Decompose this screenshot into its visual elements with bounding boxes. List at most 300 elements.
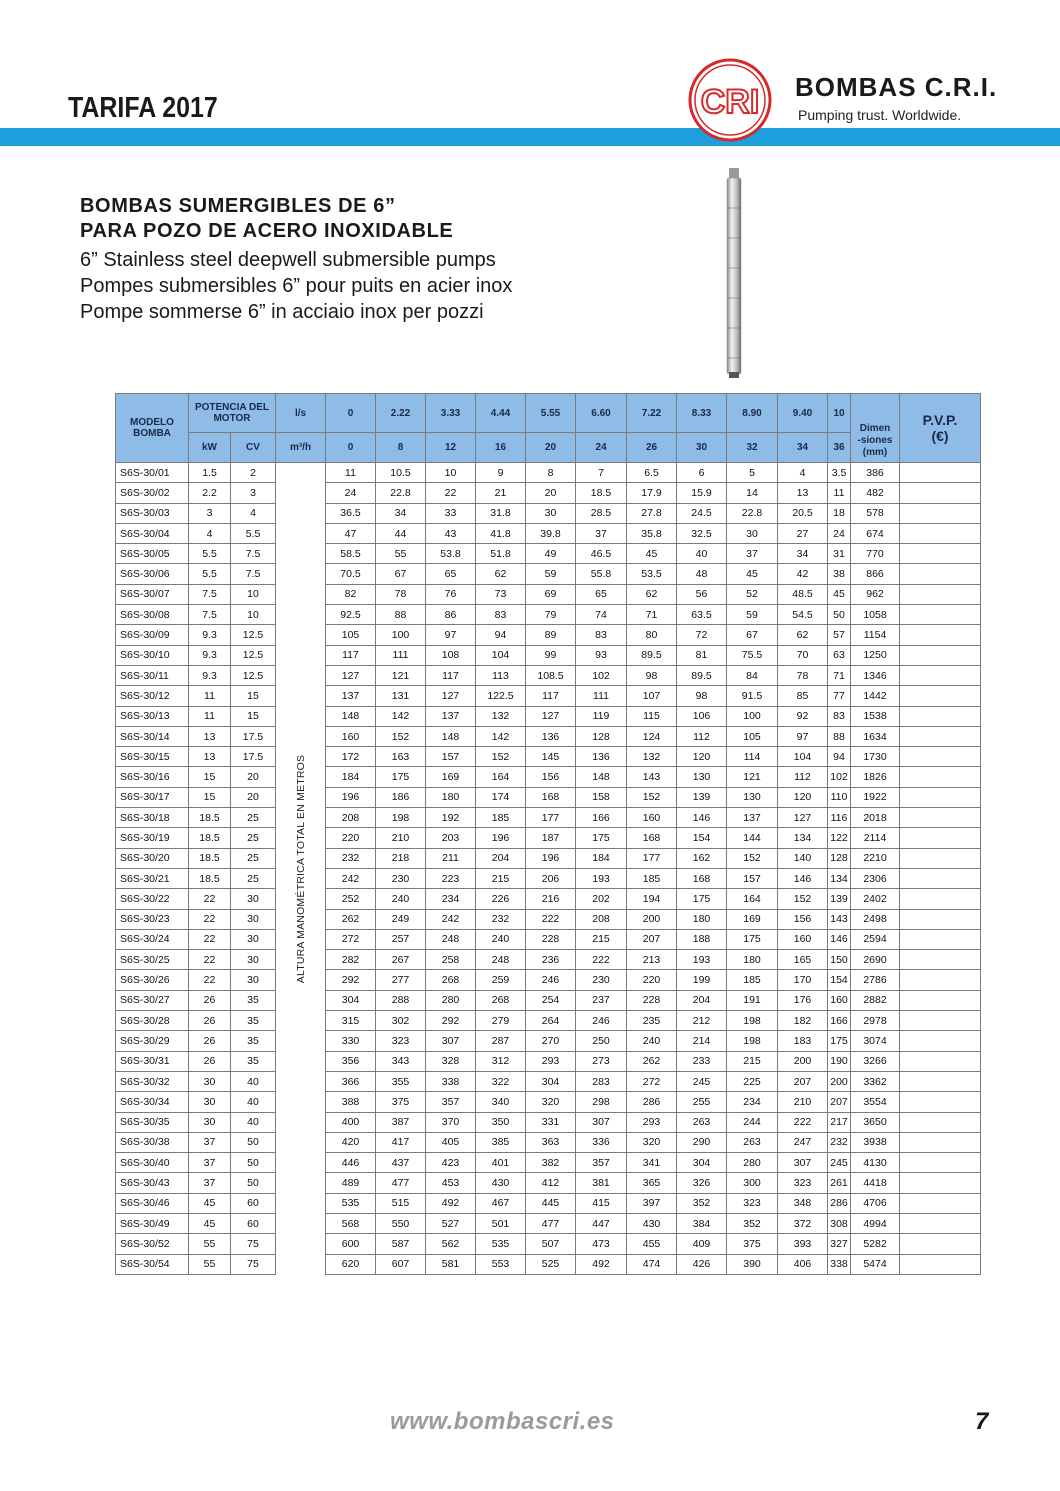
kw-cell: 7.5 bbox=[189, 584, 231, 604]
head-value-cell: 48.5 bbox=[778, 584, 828, 604]
head-value-cell: 222 bbox=[526, 909, 576, 929]
model-cell: S6S-30/19 bbox=[116, 828, 189, 848]
head-value-cell: 65 bbox=[426, 564, 476, 584]
head-value-cell: 24 bbox=[828, 523, 851, 543]
head-value-cell: 390 bbox=[727, 1254, 778, 1274]
kw-cell: 13 bbox=[189, 726, 231, 746]
head-value-cell: 145 bbox=[526, 747, 576, 767]
head-value-cell: 279 bbox=[476, 1011, 526, 1031]
head-value-cell: 535 bbox=[476, 1234, 526, 1254]
head-value-cell: 91.5 bbox=[727, 686, 778, 706]
head-value-cell: 18 bbox=[828, 503, 851, 523]
head-value-cell: 244 bbox=[727, 1112, 778, 1132]
head-value-cell: 406 bbox=[778, 1254, 828, 1274]
head-value-cell: 331 bbox=[526, 1112, 576, 1132]
cv-cell: 15 bbox=[231, 686, 276, 706]
head-value-cell: 18.5 bbox=[576, 483, 627, 503]
head-value-cell: 57 bbox=[828, 625, 851, 645]
dimension-cell: 1538 bbox=[851, 706, 900, 726]
dimension-cell: 1922 bbox=[851, 787, 900, 807]
head-value-cell: 99 bbox=[526, 645, 576, 665]
head-value-cell: 277 bbox=[376, 970, 426, 990]
head-value-cell: 200 bbox=[778, 1051, 828, 1071]
head-value-cell: 242 bbox=[426, 909, 476, 929]
head-value-cell: 89 bbox=[526, 625, 576, 645]
head-value-cell: 48 bbox=[677, 564, 727, 584]
cv-cell: 12.5 bbox=[231, 665, 276, 685]
kw-cell: 18.5 bbox=[189, 868, 231, 888]
head-value-cell: 58.5 bbox=[326, 544, 376, 564]
head-value-cell: 474 bbox=[627, 1254, 677, 1274]
head-value-cell: 177 bbox=[526, 808, 576, 828]
kw-cell: 37 bbox=[189, 1132, 231, 1152]
footer-url[interactable]: www.bombascri.es bbox=[390, 1408, 615, 1435]
cv-cell: 25 bbox=[231, 868, 276, 888]
head-value-cell: 122 bbox=[828, 828, 851, 848]
dimension-cell: 3266 bbox=[851, 1051, 900, 1071]
head-value-cell: 105 bbox=[727, 726, 778, 746]
dimension-cell: 1634 bbox=[851, 726, 900, 746]
head-value-cell: 84 bbox=[727, 665, 778, 685]
cv-cell: 25 bbox=[231, 828, 276, 848]
table-row bbox=[116, 1234, 981, 1254]
head-value-cell: 111 bbox=[376, 645, 426, 665]
cv-cell: 30 bbox=[231, 950, 276, 970]
head-value-cell: 83 bbox=[576, 625, 627, 645]
head-value-cell: 116 bbox=[828, 808, 851, 828]
table-row bbox=[116, 950, 981, 970]
head-value-cell: 268 bbox=[426, 970, 476, 990]
cv-cell: 50 bbox=[231, 1173, 276, 1193]
price-cell bbox=[900, 503, 981, 523]
head-value-cell: 234 bbox=[426, 889, 476, 909]
head-value-cell: 263 bbox=[727, 1132, 778, 1152]
table-row bbox=[116, 1153, 981, 1173]
head-value-cell: 328 bbox=[426, 1051, 476, 1071]
head-value-cell: 286 bbox=[828, 1193, 851, 1213]
head-value-cell: 148 bbox=[326, 706, 376, 726]
kw-cell: 3 bbox=[189, 503, 231, 523]
head-value-cell: 166 bbox=[576, 808, 627, 828]
dimension-cell: 1250 bbox=[851, 645, 900, 665]
head-value-cell: 22.8 bbox=[376, 483, 426, 503]
cv-cell: 35 bbox=[231, 1051, 276, 1071]
head-value-cell: 288 bbox=[376, 990, 426, 1010]
head-value-cell: 17.9 bbox=[627, 483, 677, 503]
head-value-cell: 172 bbox=[326, 747, 376, 767]
head-value-cell: 128 bbox=[576, 726, 627, 746]
head-value-cell: 204 bbox=[677, 990, 727, 1010]
price-cell bbox=[900, 868, 981, 888]
dimension-cell: 2690 bbox=[851, 950, 900, 970]
head-value-cell: 207 bbox=[828, 1092, 851, 1112]
table-row bbox=[116, 909, 981, 929]
head-value-cell: 236 bbox=[526, 950, 576, 970]
head-value-cell: 620 bbox=[326, 1254, 376, 1274]
head-value-cell: 102 bbox=[576, 665, 627, 685]
kw-cell: 22 bbox=[189, 889, 231, 909]
head-value-cell: 49 bbox=[526, 544, 576, 564]
product-title-line1: BOMBAS SUMERGIBLES DE 6” bbox=[80, 195, 396, 217]
model-cell: S6S-30/08 bbox=[116, 605, 189, 625]
head-value-cell: 175 bbox=[677, 889, 727, 909]
kw-cell: 9.3 bbox=[189, 625, 231, 645]
head-value-cell: 207 bbox=[627, 929, 677, 949]
table-row bbox=[116, 828, 981, 848]
dimension-cell: 3650 bbox=[851, 1112, 900, 1132]
model-cell: S6S-30/11 bbox=[116, 665, 189, 685]
table-row bbox=[116, 706, 981, 726]
head-value-cell: 370 bbox=[426, 1112, 476, 1132]
kw-cell: 22 bbox=[189, 950, 231, 970]
table-row bbox=[116, 970, 981, 990]
cv-cell: 17.5 bbox=[231, 726, 276, 746]
kw-cell: 37 bbox=[189, 1173, 231, 1193]
head-value-cell: 293 bbox=[627, 1112, 677, 1132]
head-value-cell: 222 bbox=[576, 950, 627, 970]
dimension-cell: 2498 bbox=[851, 909, 900, 929]
head-value-cell: 587 bbox=[376, 1234, 426, 1254]
head-value-cell: 70 bbox=[778, 645, 828, 665]
head-value-cell: 230 bbox=[376, 868, 426, 888]
price-cell bbox=[900, 645, 981, 665]
head-value-cell: 142 bbox=[476, 726, 526, 746]
m3h-value-4: 20 bbox=[526, 433, 576, 463]
head-value-cell: 111 bbox=[576, 686, 627, 706]
head-value-cell: 20.5 bbox=[778, 503, 828, 523]
model-cell: S6S-30/14 bbox=[116, 726, 189, 746]
head-value-cell: 31.8 bbox=[476, 503, 526, 523]
head-value-cell: 27 bbox=[778, 523, 828, 543]
kw-cell: 9.3 bbox=[189, 665, 231, 685]
logo-text: CRI bbox=[700, 83, 760, 121]
head-value-cell: 41.8 bbox=[476, 523, 526, 543]
model-cell: S6S-30/09 bbox=[116, 625, 189, 645]
head-value-cell: 40 bbox=[677, 544, 727, 564]
model-cell: S6S-30/24 bbox=[116, 929, 189, 949]
model-cell: S6S-30/40 bbox=[116, 1153, 189, 1173]
dimension-cell: 1346 bbox=[851, 665, 900, 685]
head-value-cell: 199 bbox=[677, 970, 727, 990]
head-value-cell: 242 bbox=[326, 868, 376, 888]
cv-cell: 60 bbox=[231, 1193, 276, 1213]
kw-cell: 55 bbox=[189, 1234, 231, 1254]
head-value-cell: 183 bbox=[778, 1031, 828, 1051]
head-value-cell: 55.8 bbox=[576, 564, 627, 584]
price-cell bbox=[900, 463, 981, 483]
head-value-cell: 581 bbox=[426, 1254, 476, 1274]
head-value-cell: 140 bbox=[778, 848, 828, 868]
model-cell: S6S-30/43 bbox=[116, 1173, 189, 1193]
ls-value-7: 8.33 bbox=[677, 394, 727, 433]
head-value-cell: 45 bbox=[727, 564, 778, 584]
head-value-cell: 387 bbox=[376, 1112, 426, 1132]
head-value-cell: 245 bbox=[828, 1153, 851, 1173]
head-value-cell: 79 bbox=[526, 605, 576, 625]
head-value-cell: 100 bbox=[727, 706, 778, 726]
cv-cell: 60 bbox=[231, 1213, 276, 1233]
head-value-cell: 14 bbox=[727, 483, 778, 503]
dimension-cell: 578 bbox=[851, 503, 900, 523]
head-value-cell: 22.8 bbox=[727, 503, 778, 523]
price-cell bbox=[900, 1234, 981, 1254]
table-row bbox=[116, 483, 981, 503]
brand-tagline: Pumping trust. Worldwide. bbox=[798, 107, 962, 123]
head-value-cell: 54.5 bbox=[778, 605, 828, 625]
head-value-cell: 220 bbox=[326, 828, 376, 848]
pump-spec-table bbox=[115, 393, 981, 1275]
kw-cell: 11 bbox=[189, 706, 231, 726]
table-row bbox=[116, 1112, 981, 1132]
head-value-cell: 77 bbox=[828, 686, 851, 706]
cv-cell: 75 bbox=[231, 1254, 276, 1274]
head-value-cell: 165 bbox=[778, 950, 828, 970]
table-row bbox=[116, 808, 981, 828]
head-value-cell: 430 bbox=[476, 1173, 526, 1193]
cv-cell: 35 bbox=[231, 1011, 276, 1031]
head-value-cell: 208 bbox=[576, 909, 627, 929]
head-value-cell: 240 bbox=[376, 889, 426, 909]
head-value-cell: 200 bbox=[627, 909, 677, 929]
head-value-cell: 148 bbox=[426, 726, 476, 746]
head-value-cell: 232 bbox=[828, 1132, 851, 1152]
head-value-cell: 74 bbox=[576, 605, 627, 625]
head-value-cell: 157 bbox=[727, 868, 778, 888]
cv-cell: 30 bbox=[231, 889, 276, 909]
price-cell bbox=[900, 1153, 981, 1173]
price-cell bbox=[900, 605, 981, 625]
head-value-cell: 455 bbox=[627, 1234, 677, 1254]
head-value-cell: 89.5 bbox=[677, 665, 727, 685]
price-cell bbox=[900, 808, 981, 828]
head-value-cell: 158 bbox=[576, 787, 627, 807]
head-value-cell: 82 bbox=[326, 584, 376, 604]
price-cell bbox=[900, 1112, 981, 1132]
head-value-cell: 477 bbox=[376, 1173, 426, 1193]
ls-value-3: 4.44 bbox=[476, 394, 526, 433]
dimension-cell: 2978 bbox=[851, 1011, 900, 1031]
head-value-cell: 168 bbox=[526, 787, 576, 807]
kw-cell: 15 bbox=[189, 767, 231, 787]
price-cell bbox=[900, 828, 981, 848]
price-cell bbox=[900, 1193, 981, 1213]
head-value-cell: 121 bbox=[727, 767, 778, 787]
kw-cell: 18.5 bbox=[189, 828, 231, 848]
cv-cell: 4 bbox=[231, 503, 276, 523]
head-value-cell: 307 bbox=[576, 1112, 627, 1132]
head-value-cell: 212 bbox=[677, 1011, 727, 1031]
head-value-cell: 262 bbox=[326, 909, 376, 929]
head-value-cell: 477 bbox=[526, 1213, 576, 1233]
head-value-cell: 272 bbox=[326, 929, 376, 949]
head-value-cell: 292 bbox=[326, 970, 376, 990]
head-value-cell: 215 bbox=[576, 929, 627, 949]
head-value-cell: 136 bbox=[526, 726, 576, 746]
head-value-cell: 88 bbox=[828, 726, 851, 746]
head-value-cell: 246 bbox=[576, 1011, 627, 1031]
head-value-cell: 290 bbox=[677, 1132, 727, 1152]
head-value-cell: 108 bbox=[426, 645, 476, 665]
table-row bbox=[116, 523, 981, 543]
table-row bbox=[116, 463, 981, 483]
head-value-cell: 81 bbox=[677, 645, 727, 665]
head-value-cell: 272 bbox=[627, 1071, 677, 1091]
ls-value-2: 3.33 bbox=[426, 394, 476, 433]
model-cell: S6S-30/12 bbox=[116, 686, 189, 706]
head-value-cell: 307 bbox=[778, 1153, 828, 1173]
m3h-value-2: 12 bbox=[426, 433, 476, 463]
model-cell: S6S-30/49 bbox=[116, 1213, 189, 1233]
kw-cell: 22 bbox=[189, 929, 231, 949]
head-value-cell: 182 bbox=[778, 1011, 828, 1031]
head-value-cell: 112 bbox=[778, 767, 828, 787]
head-value-cell: 124 bbox=[627, 726, 677, 746]
head-value-cell: 175 bbox=[727, 929, 778, 949]
head-value-cell: 67 bbox=[376, 564, 426, 584]
head-value-cell: 258 bbox=[426, 950, 476, 970]
head-value-cell: 65 bbox=[576, 584, 627, 604]
m3h-header: m³/h bbox=[276, 433, 326, 463]
head-value-cell: 304 bbox=[326, 990, 376, 1010]
head-value-cell: 92 bbox=[778, 706, 828, 726]
head-value-cell: 160 bbox=[828, 990, 851, 1010]
head-value-cell: 63.5 bbox=[677, 605, 727, 625]
head-value-cell: 45 bbox=[828, 584, 851, 604]
head-value-cell: 445 bbox=[526, 1193, 576, 1213]
dimension-cell: 4418 bbox=[851, 1173, 900, 1193]
head-value-cell: 194 bbox=[627, 889, 677, 909]
head-value-cell: 280 bbox=[727, 1153, 778, 1173]
price-cell bbox=[900, 1011, 981, 1031]
head-value-cell: 228 bbox=[627, 990, 677, 1010]
head-value-cell: 6.5 bbox=[627, 463, 677, 483]
price-cell bbox=[900, 970, 981, 990]
dimension-cell: 2018 bbox=[851, 808, 900, 828]
head-value-cell: 233 bbox=[677, 1051, 727, 1071]
table-row bbox=[116, 686, 981, 706]
head-value-cell: 117 bbox=[526, 686, 576, 706]
head-value-cell: 365 bbox=[627, 1173, 677, 1193]
head-value-cell: 39.8 bbox=[526, 523, 576, 543]
model-cell: S6S-30/15 bbox=[116, 747, 189, 767]
ls-value-9: 9.40 bbox=[778, 394, 828, 433]
head-value-cell: 46.5 bbox=[576, 544, 627, 564]
table-row bbox=[116, 625, 981, 645]
head-value-cell: 75.5 bbox=[727, 645, 778, 665]
head-value-cell: 185 bbox=[627, 868, 677, 888]
dimension-cell: 5282 bbox=[851, 1234, 900, 1254]
head-value-cell: 375 bbox=[376, 1092, 426, 1112]
head-value-cell: 240 bbox=[627, 1031, 677, 1051]
head-value-cell: 59 bbox=[526, 564, 576, 584]
dimension-cell: 482 bbox=[851, 483, 900, 503]
head-value-cell: 420 bbox=[326, 1132, 376, 1152]
price-cell bbox=[900, 1051, 981, 1071]
price-cell bbox=[900, 625, 981, 645]
head-value-cell: 35.8 bbox=[627, 523, 677, 543]
kw-cell: 22 bbox=[189, 970, 231, 990]
head-value-cell: 188 bbox=[677, 929, 727, 949]
head-value-cell: 71 bbox=[627, 605, 677, 625]
kw-cell: 11 bbox=[189, 686, 231, 706]
head-value-cell: 143 bbox=[828, 909, 851, 929]
table-row bbox=[116, 544, 981, 564]
kw-cell: 37 bbox=[189, 1153, 231, 1173]
head-value-cell: 330 bbox=[326, 1031, 376, 1051]
cv-cell: 35 bbox=[231, 990, 276, 1010]
model-cell: S6S-30/27 bbox=[116, 990, 189, 1010]
head-value-cell: 30 bbox=[727, 523, 778, 543]
head-value-cell: 170 bbox=[778, 970, 828, 990]
table-row bbox=[116, 1031, 981, 1051]
price-cell bbox=[900, 767, 981, 787]
head-value-cell: 300 bbox=[727, 1173, 778, 1193]
head-value-cell: 169 bbox=[727, 909, 778, 929]
head-value-cell: 150 bbox=[828, 950, 851, 970]
head-value-cell: 117 bbox=[426, 665, 476, 685]
head-value-cell: 320 bbox=[526, 1092, 576, 1112]
head-value-cell: 152 bbox=[476, 747, 526, 767]
head-value-cell: 168 bbox=[677, 868, 727, 888]
kw-cell: 30 bbox=[189, 1092, 231, 1112]
head-value-cell: 8 bbox=[526, 463, 576, 483]
kw-cell: 45 bbox=[189, 1193, 231, 1213]
head-value-cell: 232 bbox=[476, 909, 526, 929]
head-value-cell: 56 bbox=[677, 584, 727, 604]
model-cell: S6S-30/52 bbox=[116, 1234, 189, 1254]
head-value-cell: 280 bbox=[426, 990, 476, 1010]
kw-cell: 2.2 bbox=[189, 483, 231, 503]
head-value-cell: 11 bbox=[828, 483, 851, 503]
head-value-cell: 134 bbox=[778, 828, 828, 848]
head-value-cell: 160 bbox=[778, 929, 828, 949]
head-axis-label-cell bbox=[276, 463, 326, 1275]
page-number: 7 bbox=[975, 1408, 989, 1435]
head-value-cell: 139 bbox=[828, 889, 851, 909]
head-value-cell: 247 bbox=[778, 1132, 828, 1152]
head-value-cell: 211 bbox=[426, 848, 476, 868]
ls-value-8: 8.90 bbox=[727, 394, 778, 433]
head-value-cell: 37 bbox=[576, 523, 627, 543]
head-value-cell: 10.5 bbox=[376, 463, 426, 483]
head-value-cell: 193 bbox=[677, 950, 727, 970]
cv-cell: 30 bbox=[231, 929, 276, 949]
ls-value-0: 0 bbox=[326, 394, 376, 433]
head-value-cell: 62 bbox=[778, 625, 828, 645]
head-value-cell: 293 bbox=[526, 1051, 576, 1071]
head-value-cell: 184 bbox=[326, 767, 376, 787]
head-value-cell: 62 bbox=[627, 584, 677, 604]
head-value-cell: 415 bbox=[576, 1193, 627, 1213]
head-value-cell: 31 bbox=[828, 544, 851, 564]
head-value-cell: 121 bbox=[376, 665, 426, 685]
cv-cell: 25 bbox=[231, 808, 276, 828]
price-cell bbox=[900, 1031, 981, 1051]
product-title bbox=[80, 194, 453, 244]
model-cell: S6S-30/26 bbox=[116, 970, 189, 990]
model-cell: S6S-30/34 bbox=[116, 1092, 189, 1112]
dimension-cell: 2594 bbox=[851, 929, 900, 949]
head-value-cell: 292 bbox=[426, 1011, 476, 1031]
table-row bbox=[116, 1071, 981, 1091]
dimension-cell: 2786 bbox=[851, 970, 900, 990]
head-value-cell: 501 bbox=[476, 1213, 526, 1233]
model-cell: S6S-30/46 bbox=[116, 1193, 189, 1213]
model-cell: S6S-30/23 bbox=[116, 909, 189, 929]
head-value-cell: 196 bbox=[476, 828, 526, 848]
model-cell: S6S-30/32 bbox=[116, 1071, 189, 1091]
model-cell: S6S-30/10 bbox=[116, 645, 189, 665]
